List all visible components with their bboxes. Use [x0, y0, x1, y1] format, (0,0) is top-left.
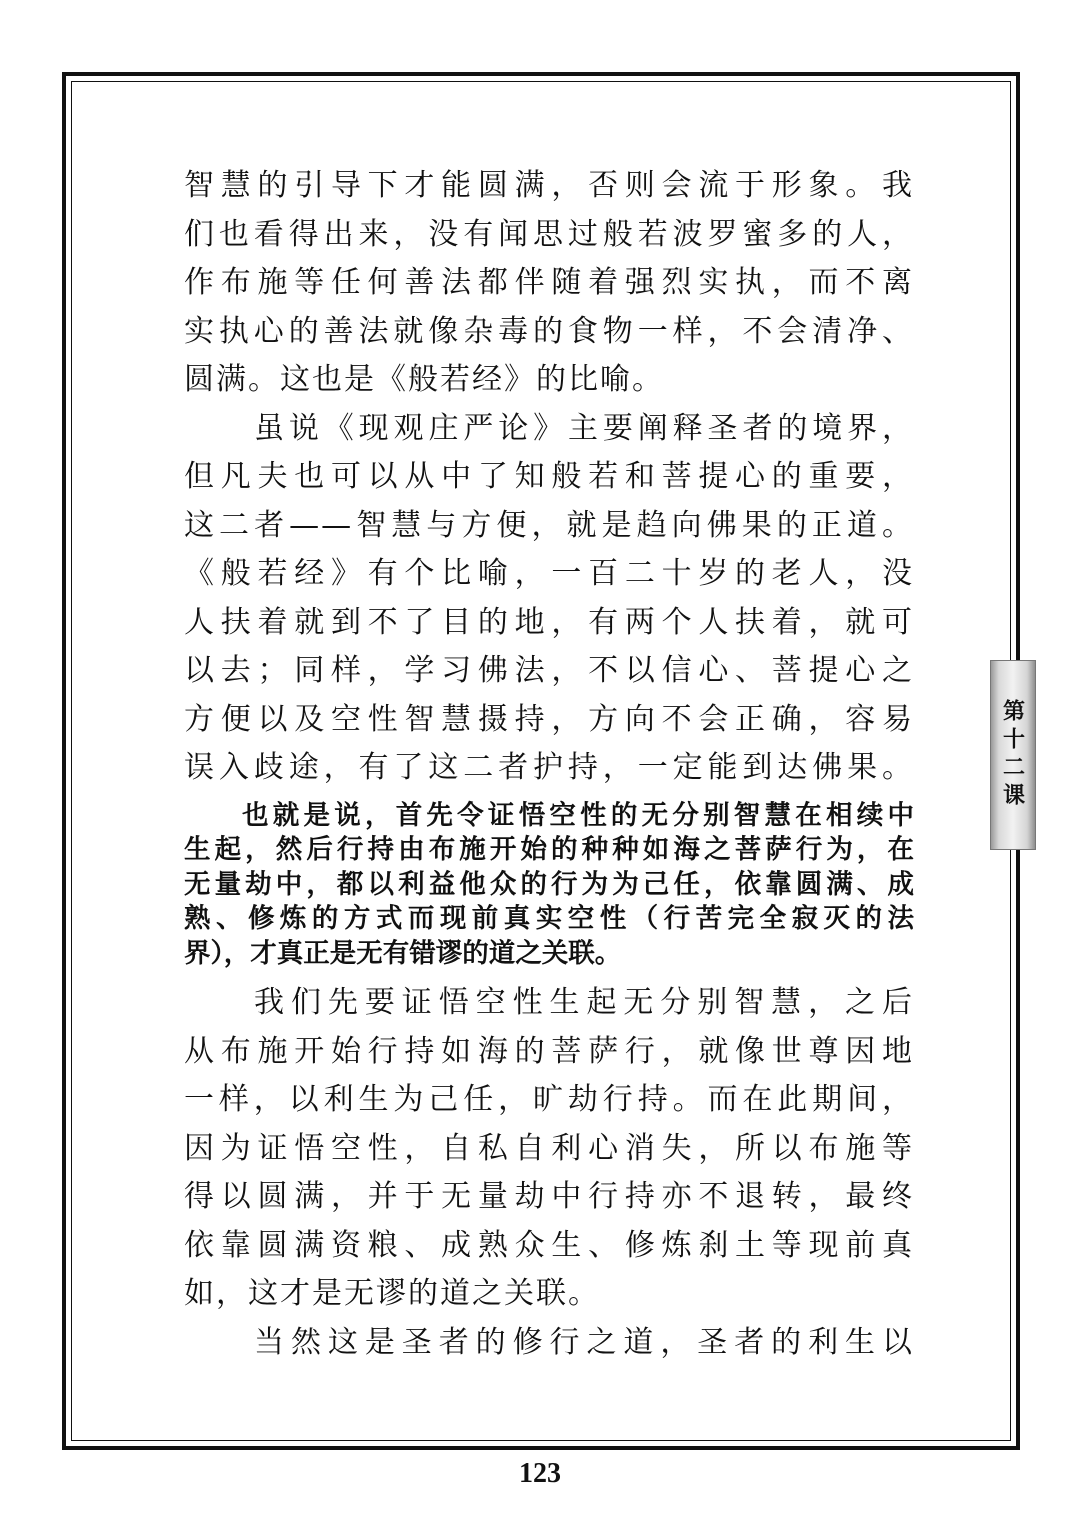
root-text-paragraph: [184, 799, 914, 972]
text-line: 圆满。这也是《般若经》的比喻。: [184, 362, 664, 397]
text-line: 作布施等任何善法都伴随着强烈实执，而不离: [184, 265, 914, 300]
text-line: 依靠圆满资粮、成熟众生、修炼刹土等现前真: [184, 1227, 914, 1263]
text-line: 当然这是圣者的修行之道，圣者的利生以: [254, 1324, 914, 1360]
chapter-tab-label: 第十二课: [999, 699, 1026, 811]
paragraph-2: [184, 405, 914, 793]
text-line: 一样，以利生为己任，旷劫行持。而在此期间，: [184, 1082, 914, 1117]
root-text-line: 界），才真正是无有错谬的道之关联。: [184, 937, 622, 969]
text-line: 人扶着就到不了目的地，有两个人扶着，就可: [184, 604, 914, 640]
root-text-line: 熟、修炼的方式而现前真实空性（行苦完全寂灭的法: [184, 903, 914, 934]
chapter-side-tab: [990, 660, 1036, 850]
paragraph-1: [184, 162, 914, 405]
text-line: 得以圆满，并于无量劫中行持亦不退转，最终: [184, 1179, 914, 1214]
paragraph-4: [184, 979, 914, 1319]
text-line: 因为证悟空性，自私自利心消失，所以布施等: [184, 1130, 914, 1166]
text-line: 如，这才是无谬的道之关联。: [184, 1276, 600, 1311]
root-text-line: 生起，然后行持由布施开始的种种如海之菩萨行为，在: [184, 834, 914, 865]
paragraph-5: [184, 1319, 914, 1368]
text-line: 实执心的善法就像杂毒的食物一样，不会清净、: [184, 313, 914, 349]
text-line: 虽说《现观庄严论》主要阐释圣者的境界，: [254, 410, 914, 446]
text-line: 但凡夫也可以从中了知般若和菩提心的重要，: [184, 459, 914, 494]
text-line: 从布施开始行持如海的菩萨行，就像世尊因地: [184, 1033, 914, 1069]
text-line: 这二者——智慧与方便，就是趋向佛果的正道。: [184, 507, 914, 543]
text-line: 智慧的引导下才能圆满，否则会流于形象。我: [184, 168, 914, 203]
page-body: [184, 162, 914, 1367]
root-text-line: 无量劫中，都以利益他众的行为为己任，依靠圆满、成: [184, 868, 914, 900]
text-line: 方便以及空性智慧摄持，方向不会正确，容易: [184, 701, 914, 737]
root-text-line: 也就是说，首先令证悟空性的无分别智慧在相续中: [242, 799, 914, 831]
page-number: 123: [519, 1458, 561, 1489]
text-line: 以去；同样，学习佛法，不以信心、菩提心之: [184, 653, 914, 688]
text-line: 们也看得出来，没有闻思过般若波罗蜜多的人，: [184, 216, 914, 252]
text-line: 我们先要证悟空性生起无分别智慧，之后: [254, 985, 914, 1020]
text-line: 误入歧途，有了这二者护持，一定能到达佛果。: [184, 750, 914, 785]
text-line: 《般若经》有个比喻，一百二十岁的老人，没: [184, 556, 914, 591]
